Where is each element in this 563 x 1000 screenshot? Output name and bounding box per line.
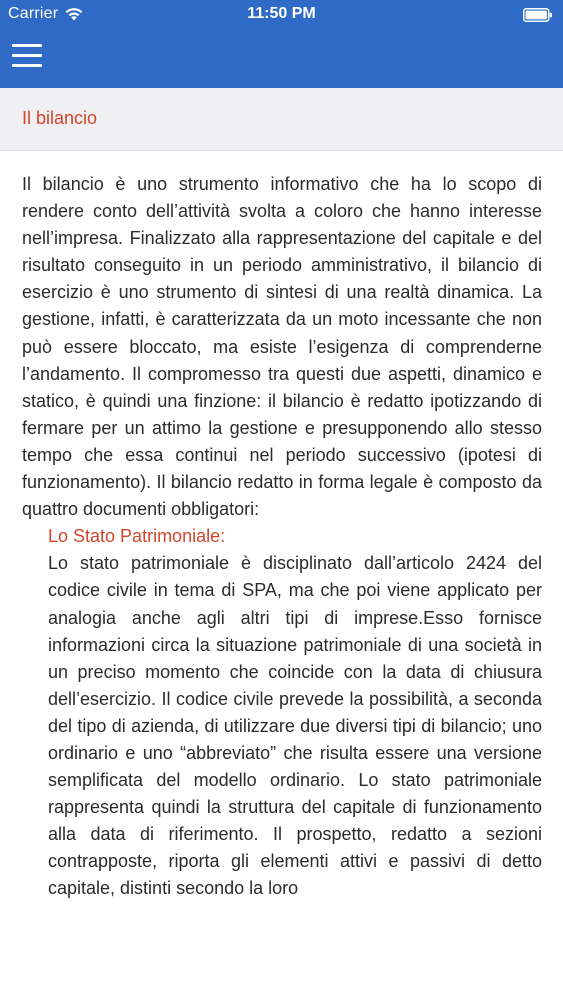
battery-icon [523,8,553,22]
navigation-bar [0,30,563,88]
section-title: Il bilancio [22,108,98,128]
subsection-title: Lo Stato Patrimoniale: [48,526,226,547]
intro-paragraph: Il bilancio è uno strumento informativo che ha lo scopo di rendere conto dell’attività svolta a coloro che hanno interesse nell’impresa. Finalizzato alla rappresentazione del capitale e del risultato conseguito in un periodo amministrativo, il bilancio di esercizio è uno strumento di sintesi di una realtà dinamica. La gestione, infatti, è caratterizzata da un moto incessante che non può essere bloccato, ma esiste l’esigenza di comprenderne l’andamento. Il compromesso tra questi due aspetti, dinamico e statico, è quindi una finzione: il bilancio è redatto ipotizzando di fermare per un attimo la gestione e presupponendo allo stesso tempo che essa continui nel periodo successivo (ipotesi di funzionamento). Il bilancio redatto in forma legale è composto da quattro documenti obbligatori: [22,174,542,520]
subsection-stato-patrimoniale [48,523,542,902]
section-header [0,88,563,151]
article-content [22,171,542,903]
menu-line [12,64,42,67]
status-bar [0,0,563,30]
menu-line [12,44,42,47]
subsection-body: Lo stato patrimoniale è disciplinato dall’articolo 2424 del codice civile in tema di SPA, ma che poi viene applicato per analogia anche agli altri tipi di imprese.Esso fornisce informazioni circa la situazione patrimoniale di una società in un preciso momento che coincide con la data di chiusura dell’esercizio. Il codice civile prevede la possibilità, a seconda del tipo di azienda, di utilizzare due diversi tipi di bilancio; uno ordinario e uno “abbreviato” che risulta essere una versione semplificata del modello ordinario. Lo stato patrimoniale rappresenta quindi la struttura del capitale di funzionamento alla data di riferimento. Il prospetto, redatto a sezioni contrapposte, riporta gli elementi attivi e passivi di detto capitale, distinti secondo la loro [48,553,542,899]
status-time: 11:50 PM [247,5,316,22]
hamburger-menu-icon[interactable] [12,44,42,70]
menu-line [12,54,42,57]
carrier-label: Carrier [8,5,59,22]
